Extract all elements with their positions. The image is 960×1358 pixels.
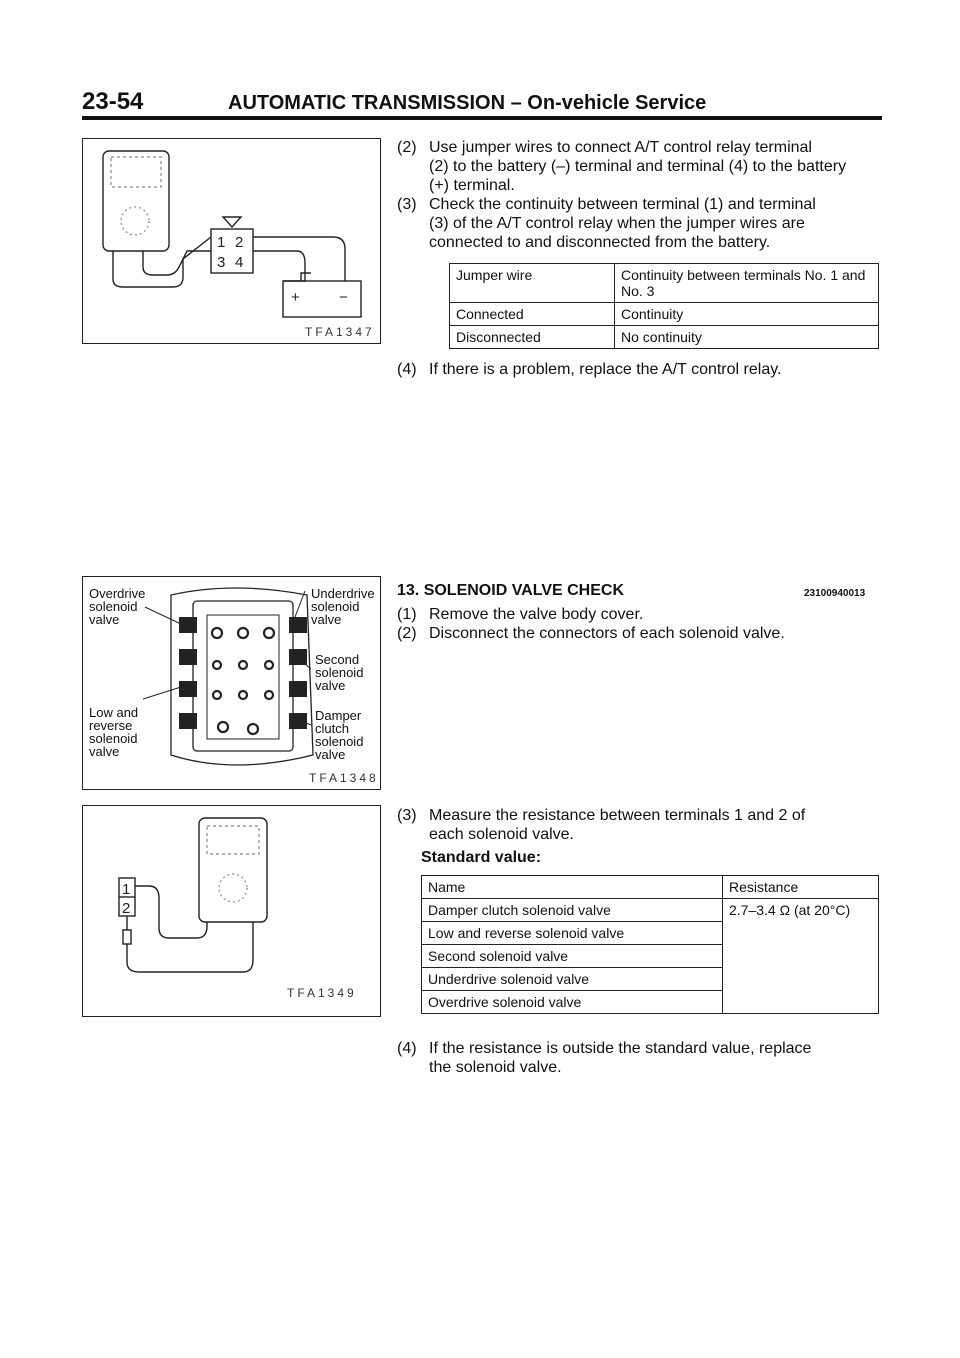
terminal-3-label: 3 bbox=[217, 254, 226, 271]
page-number: 23-54 bbox=[82, 88, 144, 115]
solenoid-resistance-table bbox=[421, 875, 879, 1014]
terminal-2-label: 2 bbox=[122, 900, 131, 917]
table-cell: Underdrive solenoid valve bbox=[422, 968, 723, 991]
terminal-4-label: 4 bbox=[235, 254, 244, 271]
figure-code: TFA1347 bbox=[305, 325, 375, 339]
standard-value-label: Standard value: bbox=[421, 849, 542, 866]
relay-continuity-table bbox=[449, 263, 879, 349]
label-low-reverse-solenoid: Low and reverse solenoid valve bbox=[89, 705, 139, 759]
table-header-cell: Resistance bbox=[723, 876, 879, 899]
table-cell: Low and reverse solenoid valve bbox=[422, 922, 723, 945]
relay-step-3: (3) Check the continuity between terminal (1) and terminal (3) of the A/T control relay when the jumper wires are connected to and disconnected from the battery. bbox=[397, 196, 816, 251]
table-cell: Overdrive solenoid valve bbox=[422, 991, 723, 1014]
figure-code: TFA1349 bbox=[287, 986, 357, 1000]
table-cell: Disconnected bbox=[450, 326, 615, 349]
figure-relay-test bbox=[82, 138, 381, 344]
table-header-cell: Name bbox=[422, 876, 723, 899]
table-row bbox=[422, 899, 879, 922]
terminal-1-label: 1 bbox=[217, 234, 226, 251]
relay-step-4: (4) If there is a problem, replace the A/T control relay. bbox=[397, 361, 782, 378]
table-header-row bbox=[450, 264, 879, 303]
table-header-row bbox=[422, 876, 879, 899]
table-cell: Connected bbox=[450, 303, 615, 326]
table-cell-resistance: 2.7–3.4 Ω (at 20°C) bbox=[723, 899, 879, 1014]
table-header-cell: Jumper wire bbox=[450, 264, 615, 303]
terminal-1-label: 1 bbox=[122, 881, 131, 898]
figure-code: TFA1348 bbox=[309, 771, 379, 785]
table-row bbox=[450, 303, 879, 326]
figure-resistance-test bbox=[82, 805, 381, 1017]
battery-minus-label: − bbox=[339, 289, 348, 306]
terminal-2-label: 2 bbox=[235, 234, 244, 251]
table-row bbox=[450, 326, 879, 349]
solenoid-step-4: (4) If the resistance is outside the standard value, replace the solenoid valve. bbox=[397, 1040, 812, 1076]
table-header-cell: Continuity between terminals No. 1 and No. 3 bbox=[615, 264, 879, 303]
relay-step-2: (2) Use jumper wires to connect A/T control relay terminal (2) to the battery (–) terminal and terminal (4) to the battery (+) terminal. bbox=[397, 139, 847, 194]
label-damper-clutch-solenoid: Damper clutch solenoid valve bbox=[315, 708, 364, 762]
table-cell: No continuity bbox=[615, 326, 879, 349]
figure-solenoid-locations bbox=[82, 576, 381, 790]
relay-test-illustration bbox=[83, 139, 380, 343]
section-heading: 13. SOLENOID VALVE CHECK bbox=[397, 582, 624, 599]
table-cell: Second solenoid valve bbox=[422, 945, 723, 968]
resistance-test-illustration bbox=[83, 806, 380, 1016]
header-rule bbox=[82, 116, 882, 120]
battery-plus-label: + bbox=[291, 289, 300, 306]
label-overdrive-solenoid: Overdrive solenoid valve bbox=[89, 586, 146, 627]
label-underdrive-solenoid: Underdrive solenoid valve bbox=[311, 586, 375, 627]
solenoid-step-2: (2) Disconnect the connectors of each solenoid valve. bbox=[397, 625, 785, 642]
solenoid-step-1: (1) Remove the valve body cover. bbox=[397, 606, 644, 623]
solenoid-step-3: (3) Measure the resistance between terminals 1 and 2 of each solenoid valve. bbox=[397, 807, 806, 843]
label-second-solenoid: Second solenoid valve bbox=[315, 652, 364, 693]
section-code: 23100940013 bbox=[804, 588, 866, 599]
table-cell: Continuity bbox=[615, 303, 879, 326]
page-title: AUTOMATIC TRANSMISSION – On-vehicle Service bbox=[228, 92, 707, 114]
page-header bbox=[82, 86, 882, 120]
table-cell: Damper clutch solenoid valve bbox=[422, 899, 723, 922]
